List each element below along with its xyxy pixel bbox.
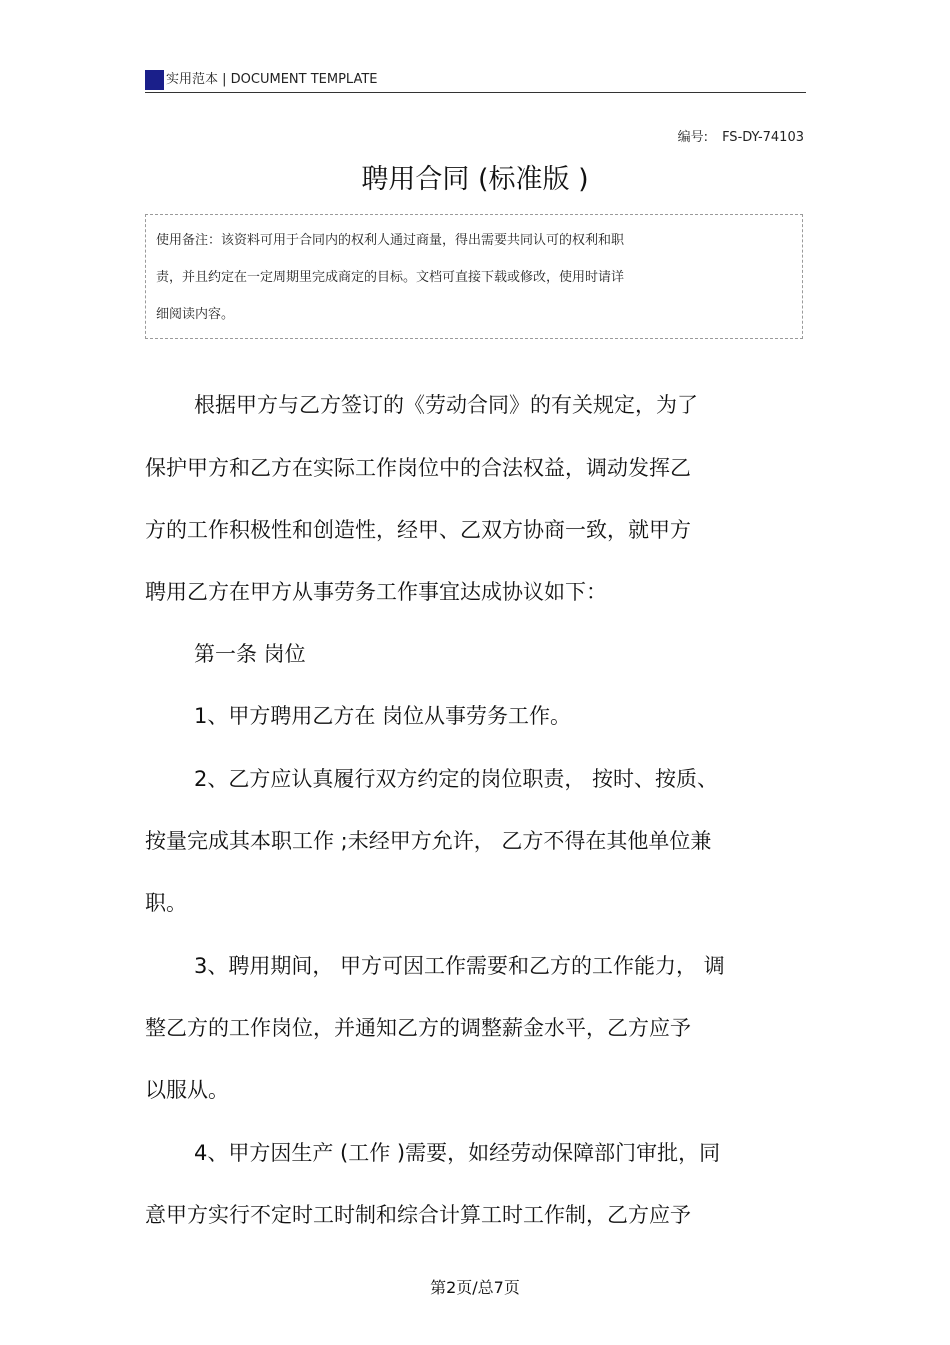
- body-paragraph-line: 聘用乙方在甲方从事劳务工作事宜达成协议如下：: [145, 580, 607, 604]
- body-paragraph-line: 以服从。: [145, 1078, 229, 1102]
- usage-note-line: 责，并且约定在一定周期里完成商定的目标。文档可直接下载或修改，使用时请详: [156, 270, 625, 285]
- body-paragraph-line: 3、聘用期间， 甲方可因工作需要和乙方的工作能力， 调: [194, 954, 725, 978]
- header-logo-square: [145, 70, 164, 90]
- body-paragraph-line: 按量完成其本职工作 ;未经甲方允许， 乙方不得在其他单位兼: [145, 829, 712, 853]
- body-paragraph-line: 方的工作积极性和创造性，经甲、乙双方协商一致，就甲方: [145, 518, 691, 542]
- document-number-value: FS-DY-74103: [722, 130, 804, 145]
- body-paragraph-line: 意甲方实行不定时工时制和综合计算工时工作制，乙方应予: [145, 1203, 691, 1227]
- article-heading: 第一条 岗位: [194, 642, 306, 666]
- document-title: 聘用合同 (标准版 ): [361, 164, 589, 195]
- body-paragraph-line: 4、甲方因生产 (工作 )需要，如经劳动保障部门审批，同: [194, 1141, 721, 1165]
- document-number-label: 编号:: [677, 130, 709, 145]
- page-indicator: 第2页/总7页: [430, 1278, 520, 1297]
- header-label: 实用范本 | DOCUMENT TEMPLATE: [166, 72, 378, 87]
- header-divider: [145, 92, 806, 93]
- body-paragraph-line: 根据甲方与乙方签订的《劳动合同》的有关规定，为了: [194, 393, 698, 417]
- body-paragraph-line: 2、乙方应认真履行双方约定的岗位职责， 按时、按质、: [194, 767, 719, 791]
- body-paragraph-line: 整乙方的工作岗位，并通知乙方的调整薪金水平，乙方应予: [145, 1016, 691, 1040]
- body-paragraph-line: 1、甲方聘用乙方在 岗位从事劳务工作。: [194, 704, 572, 728]
- usage-note-line: 细阅读内容。: [156, 307, 235, 322]
- usage-note-line: 使用备注：该资料可用于合同内的权利人通过商量，得出需要共同认可的权利和职: [156, 233, 625, 248]
- document-number: [678, 126, 804, 145]
- body-paragraph-line: 职。: [145, 891, 187, 915]
- body-paragraph-line: 保护甲方和乙方在实际工作岗位中的合法权益，调动发挥乙: [145, 456, 691, 480]
